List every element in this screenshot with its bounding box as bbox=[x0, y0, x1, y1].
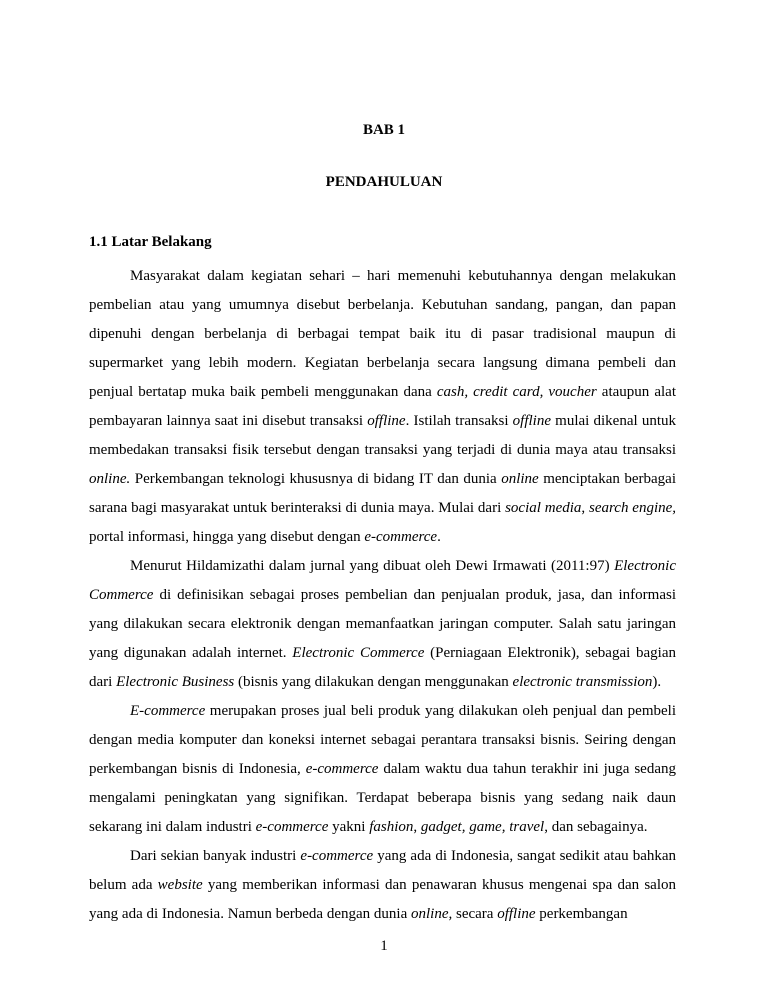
text-run: yang ada di Indonesia, sangat sedikit atau bahkan belum ada bbox=[89, 848, 677, 893]
chapter-title: PENDAHULUAN bbox=[325, 174, 443, 190]
italic-text: gadget, game, travel bbox=[420, 819, 545, 835]
italic-text: e-commerce bbox=[364, 529, 438, 545]
chapter-number: BAB 1 bbox=[362, 122, 406, 138]
text-run: menciptakan berbagai sarana bagi masyarakat untuk berinteraksi di dunia maya. Mulai dari bbox=[89, 471, 676, 516]
text-run: di definisikan sebagai proses pembelian dan penjualan produk, jasa, dan informasi yang dilakukan secara elektronik dengan memanfaatkan jaringan computer. Salah satu jaringan yang digunakan adalah internet. bbox=[89, 587, 676, 661]
italic-text: electronic transmission bbox=[512, 674, 653, 690]
text-run: , bbox=[581, 500, 590, 516]
italic-text: offline bbox=[497, 906, 536, 922]
text-run: (Perniagaan Elektronik), sebagai bagian dari bbox=[89, 645, 676, 690]
italic-text: e-commerce bbox=[300, 848, 374, 864]
page-number: 1 bbox=[380, 938, 388, 954]
italic-text: online, bbox=[410, 906, 453, 922]
text-run: yang memberikan informasi dan penawaran khusus mengenai spa dan salon yang ada di Indonesia. Namun berbeda dengan dunia bbox=[89, 877, 676, 922]
italic-text: offline bbox=[367, 413, 406, 429]
text-run: ataupun alat pembayaran lainnya saat ini disebut transaksi bbox=[89, 384, 676, 429]
italic-text: social media bbox=[505, 500, 582, 516]
paragraph bbox=[89, 552, 676, 697]
text-run: , bbox=[413, 819, 421, 835]
text-run: mulai dikenal untuk membedakan transaksi fisik tersebut dengan transaksi yang terjadi di dunia maya atau transaksi bbox=[89, 413, 676, 458]
italic-text: offline bbox=[512, 413, 551, 429]
text-run: , dan sebagainya. bbox=[544, 819, 648, 835]
paragraph bbox=[89, 262, 676, 552]
italic-text: cash, credit card, voucher bbox=[436, 384, 597, 400]
italic-text: fashion bbox=[369, 819, 414, 835]
text-run: Menurut Hildamizathi dalam jurnal yang dibuat oleh Dewi Irmawati (2011:97) bbox=[130, 558, 615, 574]
text-run: merupakan proses jual beli produk yang dilakukan oleh penjual dan pembeli dengan media komputer dan koneksi internet sebagai perantara transaksi bisnis. Seiring dengan perkembangan bisnis di Indonesia, bbox=[89, 703, 676, 777]
paragraph bbox=[89, 697, 676, 842]
italic-text: online bbox=[501, 471, 539, 487]
italic-text: online. bbox=[89, 471, 131, 487]
section-title: 1.1 Latar Belakang bbox=[89, 234, 212, 250]
body-text bbox=[89, 262, 676, 929]
text-run: . Istilah transaksi bbox=[405, 413, 513, 429]
text-run: (bisnis yang dilakukan dengan menggunakan bbox=[234, 674, 513, 690]
italic-text: e-commerce bbox=[255, 819, 329, 835]
text-run: dalam waktu dua tahun terakhir ini juga sedang mengalami peningkatan yang signifikan. Terdapat beberapa bisnis yang sedang naik daun sekarang ini dalam industri bbox=[89, 761, 676, 835]
italic-text: Electronic Commerce bbox=[292, 645, 425, 661]
italic-text: Electronic Business bbox=[116, 674, 235, 690]
text-run: Masyarakat dalam kegiatan sehari – hari memenuhi kebutuhannya dengan melakukan pembelian atau yang umumnya disebut berbelanja. Kebutuhan sandang, pangan, dan papan dipenuhi dengan berbelanja di berbagai tempat baik itu di pasar tradisional maupun di supermarket yang lebih modern. Kegiatan berbelanja secara langsung dimana pembeli dan penjual bertatap muka baik pembeli menggunakan dana bbox=[89, 268, 676, 400]
text-run: . bbox=[437, 529, 441, 545]
italic-text: website bbox=[157, 877, 203, 893]
text-run: perkembangan bbox=[535, 906, 628, 922]
paragraph bbox=[89, 842, 676, 929]
italic-text: search engine, bbox=[589, 500, 677, 516]
italic-text: E-commerce bbox=[130, 703, 206, 719]
text-run: ). bbox=[652, 674, 662, 690]
text-run: yakni bbox=[328, 819, 370, 835]
italic-text: e-commerce bbox=[305, 761, 379, 777]
text-run: secara bbox=[452, 906, 498, 922]
italic-text: Electronic Commerce bbox=[89, 558, 676, 603]
text-run: portal informasi, hingga yang disebut dengan bbox=[89, 529, 365, 545]
text-run: Perkembangan teknologi khususnya di bidang IT dan dunia bbox=[130, 471, 502, 487]
text-run: Dari sekian banyak industri bbox=[130, 848, 301, 864]
